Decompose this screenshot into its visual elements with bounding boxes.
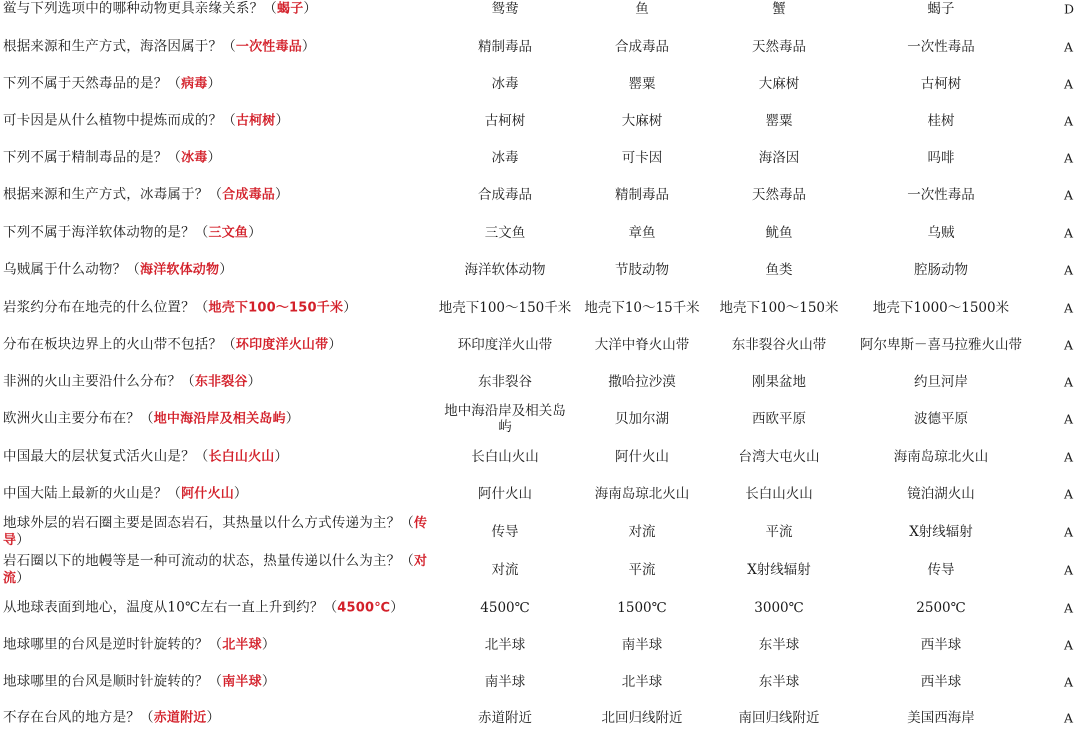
option-d: 乌贼 — [927, 224, 955, 241]
option-a: 冰毒 — [491, 75, 519, 92]
option-c: 鱼类 — [765, 261, 793, 278]
option-c: 东半球 — [758, 673, 800, 690]
option-a: 鸳鸯 — [491, 1, 519, 17]
option-a: 海洋软体动物 — [464, 261, 546, 278]
table-row — [0, 176, 1080, 213]
table-row — [0, 475, 1080, 512]
question-close-paren: ） — [343, 299, 357, 315]
option-c: 罂粟 — [765, 112, 793, 129]
option-c: 平流 — [765, 523, 793, 540]
question-text — [3, 553, 428, 587]
question-stem: 中国大陆上最新的火山是？（ — [3, 485, 182, 501]
question-close-paren: ） — [274, 448, 289, 464]
option-b: 对流 — [628, 523, 656, 540]
question-stem: 可卡因是从什么植物中提炼而成的？（ — [3, 112, 236, 128]
question-stem: 非洲的火山主要沿什么分布？（ — [3, 373, 195, 389]
table-row — [0, 0, 1080, 28]
question-stem: 下列不属于精制毒品的是？（ — [3, 149, 182, 165]
option-b: 精制毒品 — [615, 186, 669, 203]
question-close-paren: ） — [303, 0, 318, 17]
option-d: 西半球 — [920, 636, 962, 653]
question-text — [3, 261, 428, 278]
option-b: 章鱼 — [628, 224, 656, 241]
option-d: 约旦河岸 — [914, 373, 968, 390]
option-d: 蝎子 — [927, 1, 955, 17]
question-close-paren: ） — [275, 186, 289, 202]
answer-highlight: 环印度洋火山带 — [235, 337, 329, 352]
table-row — [0, 699, 1080, 736]
question-stem: 分布在板块边界上的火山带不包括？（ — [3, 336, 236, 352]
question-stem: 岩浆约分布在地壳的什么位置？（ — [3, 299, 209, 315]
option-b: 大麻树 — [621, 112, 663, 129]
question-stem: 地球外层的岩石圈主要是固态岩石，其热量以什么方式传递为主？（ — [3, 514, 414, 531]
option-b: 大洋中脊火山带 — [594, 336, 690, 353]
answer-key: A — [1064, 76, 1074, 91]
option-d: 镜泊湖火山 — [907, 485, 975, 502]
question-text — [3, 224, 428, 241]
question-text — [3, 336, 428, 353]
question-close-paren: ） — [207, 149, 222, 165]
answer-highlight: 合成毒品 — [222, 187, 276, 202]
question-close-paren: ） — [206, 709, 221, 725]
answer-key: A — [1064, 710, 1074, 725]
answer-highlight: 4500℃ — [337, 600, 391, 615]
option-a: 北半球 — [484, 636, 526, 653]
option-b: 地壳下10～15千米 — [584, 299, 700, 316]
question-stem: 下列不属于天然毒品的是？（ — [3, 75, 182, 91]
option-c: 大麻树 — [758, 75, 800, 92]
answer-key: A — [1064, 637, 1074, 652]
question-stem: 从地球表面到地心，温度从10℃左右一直上升到约？（ — [3, 599, 338, 615]
question-close-paren: ） — [247, 373, 262, 389]
option-a: 南半球 — [484, 673, 526, 690]
option-a: 合成毒品 — [478, 186, 532, 203]
table-row — [0, 589, 1080, 626]
option-a: 东非裂谷 — [478, 373, 532, 390]
option-b: 阿什火山 — [615, 448, 669, 465]
answer-highlight: 海洋软体动物 — [140, 262, 220, 277]
question-stem: 鲎与下列选项中的哪种动物更具亲缘关系？（ — [3, 0, 277, 17]
option-a: 传导 — [491, 523, 519, 540]
option-d: 地壳下1000～1500米 — [872, 299, 1010, 316]
option-d: 阿尔卑斯－喜马拉雅火山带 — [860, 336, 1022, 353]
answer-highlight: 阿什火山 — [181, 486, 234, 501]
option-d: X射线辐射 — [909, 523, 973, 540]
question-stem: 地球哪里的台风是顺时针旋转的？（ — [3, 673, 223, 689]
option-a: 对流 — [491, 561, 519, 578]
question-text — [3, 515, 428, 549]
table-row — [0, 139, 1080, 176]
question-stem: 岩石圈以下的地幔等是一种可流动的状态，热量传递以什么为主？（ — [3, 552, 414, 569]
answer-key: D — [1064, 1, 1075, 17]
answer-highlight: 长白山火山 — [208, 449, 275, 464]
answer-key: A — [1064, 39, 1074, 54]
option-a: 4500℃ — [480, 599, 530, 616]
option-d: 波德平原 — [914, 410, 968, 427]
option-c: 天然毒品 — [752, 186, 806, 203]
question-stem: 根据来源和生产方式，海洛因属于？（ — [3, 38, 236, 54]
question-text — [3, 485, 428, 502]
option-c: 台湾大屯火山 — [738, 448, 820, 465]
question-text — [3, 38, 428, 55]
option-a: 环印度洋火山带 — [457, 336, 553, 353]
answer-highlight: 一次性毒品 — [235, 39, 302, 54]
option-a: 阿什火山 — [478, 485, 532, 502]
answer-highlight: 蝎子 — [277, 1, 304, 17]
question-stem: 地球哪里的台风是逆时针旋转的？（ — [3, 636, 223, 652]
answer-key: A — [1064, 187, 1074, 202]
answer-highlight: 三文鱼 — [208, 225, 249, 240]
answer-highlight: 赤道附近 — [153, 710, 207, 725]
question-close-paren: ） — [16, 531, 30, 548]
question-text — [3, 1, 428, 18]
answer-key: A — [1064, 562, 1074, 577]
option-c: 刚果盆地 — [752, 373, 806, 390]
question-close-paren: ） — [261, 673, 276, 689]
answer-highlight: 对流 — [3, 553, 428, 586]
answer-key: A — [1064, 300, 1074, 315]
question-stem: 下列不属于海洋软体动物的是？（ — [3, 224, 209, 240]
option-c: 地壳下100～150米 — [719, 299, 839, 316]
question-stem: 中国最大的层状复式活火山是？（ — [3, 448, 209, 464]
option-a: 长白山火山 — [471, 448, 539, 465]
table-row — [0, 551, 1080, 588]
option-c: 长白山火山 — [745, 485, 813, 502]
question-close-paren: ） — [261, 636, 276, 652]
question-close-paren: ） — [390, 599, 404, 615]
question-text — [3, 149, 428, 166]
question-text — [3, 373, 428, 390]
question-close-paren: ） — [328, 336, 343, 352]
question-text — [3, 410, 428, 427]
option-c: 西欧平原 — [752, 410, 806, 427]
question-close-paren: ） — [275, 112, 290, 128]
option-a: 古柯树 — [484, 112, 526, 129]
option-a: 冰毒 — [491, 149, 519, 166]
question-close-paren: ） — [285, 410, 300, 426]
table-row — [0, 363, 1080, 400]
question-text — [3, 186, 428, 203]
table-row — [0, 663, 1080, 700]
question-text — [3, 673, 428, 690]
question-stem: 乌贼属于什么动物？（ — [3, 261, 140, 277]
question-text — [3, 112, 428, 129]
question-text — [3, 599, 428, 616]
question-close-paren: ） — [248, 224, 262, 240]
answer-key: A — [1064, 113, 1074, 128]
option-b: 撒哈拉沙漠 — [608, 373, 676, 390]
option-c: 鱿鱼 — [765, 224, 793, 241]
answer-highlight: 冰毒 — [181, 150, 208, 165]
option-b: 北半球 — [621, 673, 663, 690]
table-row — [0, 513, 1080, 550]
option-c: 蟹 — [772, 1, 786, 17]
option-d: 古柯树 — [920, 75, 962, 92]
option-b: 北回归线附近 — [601, 709, 683, 726]
option-b: 海南岛琼北火山 — [594, 485, 690, 502]
option-a: 三文鱼 — [484, 224, 526, 241]
option-a: 精制毒品 — [478, 38, 532, 55]
answer-key: A — [1064, 449, 1074, 464]
option-d: 西半球 — [920, 673, 962, 690]
question-stem: 欧洲火山主要分布在？（ — [3, 410, 154, 426]
option-b: 1500℃ — [617, 599, 667, 616]
option-d: 腔肠动物 — [914, 261, 968, 278]
answer-highlight: 地壳下100～150千米 — [208, 300, 344, 315]
table-row — [0, 626, 1080, 663]
question-close-paren: ） — [16, 569, 30, 586]
answer-key: A — [1064, 374, 1074, 389]
option-c: 天然毒品 — [752, 38, 806, 55]
answer-key: A — [1064, 674, 1074, 689]
option-b: 合成毒品 — [615, 38, 669, 55]
table-row — [0, 400, 1080, 437]
table-row — [0, 28, 1080, 65]
option-b: 南半球 — [621, 636, 663, 653]
option-c: 南回归线附近 — [738, 709, 820, 726]
question-stem: 根据来源和生产方式，冰毒属于？（ — [3, 186, 223, 202]
option-b: 鱼 — [635, 1, 649, 17]
option-d: 美国西海岸 — [907, 709, 975, 726]
answer-highlight: 地中海沿岸及相关岛屿 — [153, 411, 286, 426]
option-c: 3000℃ — [754, 599, 804, 616]
answer-key: A — [1064, 150, 1074, 165]
answer-highlight: 北半球 — [222, 637, 262, 652]
table-row — [0, 438, 1080, 475]
question-text — [3, 636, 428, 653]
table-row — [0, 102, 1080, 139]
question-close-paren: ） — [233, 485, 248, 501]
answer-key: A — [1064, 225, 1074, 240]
answer-key: A — [1064, 524, 1074, 539]
table-row — [0, 289, 1080, 326]
table-row — [0, 326, 1080, 363]
option-d: 2500℃ — [916, 599, 966, 616]
option-b: 平流 — [628, 561, 656, 578]
table-row — [0, 214, 1080, 251]
table-row — [0, 65, 1080, 102]
answer-key: A — [1064, 262, 1074, 277]
answer-key: A — [1064, 337, 1074, 352]
option-c: 东半球 — [758, 636, 800, 653]
question-close-paren: ） — [301, 38, 316, 54]
answer-highlight: 病毒 — [181, 76, 208, 91]
option-c: X射线辐射 — [747, 561, 811, 578]
option-a: 地中海沿岸及相关岛屿 — [444, 402, 566, 435]
option-d: 吗啡 — [927, 149, 955, 166]
answer-key: A — [1064, 600, 1074, 615]
option-d: 传导 — [927, 561, 955, 578]
answer-key: A — [1064, 486, 1074, 501]
question-text — [3, 299, 428, 316]
option-c: 东非裂谷火山带 — [731, 336, 827, 353]
table-row — [0, 251, 1080, 288]
question-text — [3, 75, 428, 92]
answer-highlight: 传导 — [3, 515, 428, 548]
answer-highlight: 古柯树 — [235, 113, 276, 128]
option-b: 节肢动物 — [615, 261, 669, 278]
option-d: 一次性毒品 — [907, 38, 975, 55]
option-b: 可卡因 — [621, 149, 663, 166]
answer-highlight: 东非裂谷 — [194, 374, 248, 389]
answer-highlight: 南半球 — [222, 674, 262, 689]
option-a: 地壳下100～150千米 — [438, 299, 572, 316]
question-close-paren: ） — [207, 75, 222, 91]
option-c: 海洛因 — [758, 149, 800, 166]
question-close-paren: ） — [219, 261, 233, 277]
option-b: 罂粟 — [628, 75, 656, 92]
option-d: 桂树 — [927, 112, 955, 129]
question-text — [3, 709, 428, 726]
option-b: 贝加尔湖 — [615, 410, 669, 427]
question-stem: 不存在台风的地方是？（ — [3, 709, 154, 725]
option-d: 海南岛琼北火山 — [893, 448, 989, 465]
answer-key: A — [1064, 411, 1074, 426]
option-d: 一次性毒品 — [907, 186, 975, 203]
question-text — [3, 448, 428, 465]
option-a: 赤道附近 — [478, 709, 532, 726]
